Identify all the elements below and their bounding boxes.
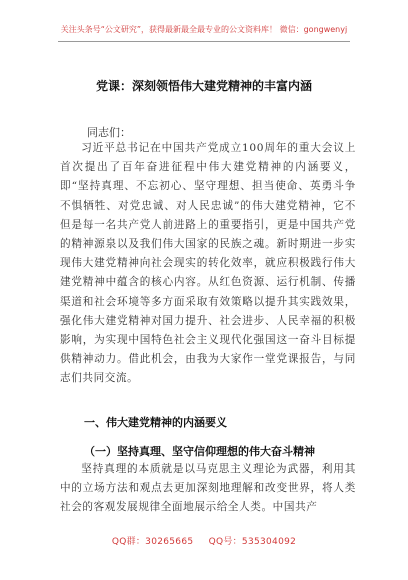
footer-qq-number: QQ号：535304092 xyxy=(208,537,297,547)
footer-qq-group: QQ群：30265665 xyxy=(111,537,194,547)
subsection-heading: （一）坚持真理、坚守信仰理想的伟大奋斗精神 xyxy=(84,445,315,458)
header-notice: 关注头条号“公文研究”，获得最新最全最专业的公文资料库！ 微信：gongwenyj xyxy=(60,25,348,34)
header-divider xyxy=(58,41,350,42)
body-paragraph-2: 坚持真理的本质就是以马克思主义理论为武器，利用其中的立场方法和观点去更加深刻地理解和改变世界，将人类社会的客观发展规律全面地展示给全人类。中国共产 xyxy=(60,463,356,514)
footer-contacts xyxy=(0,534,408,547)
section-heading: 一、伟大建党精神的内涵要义 xyxy=(84,416,227,429)
document-title: 党课：深刻领悟伟大建党精神的丰富内涵 xyxy=(95,79,312,93)
body-paragraph-1: 习近平总书记在中国共产党成立100周年的重大会议上首次提出了百年奋进征程中伟大建党精神的内涵要义，即“坚持真理、不忘初心、坚守理想、担当使命、英勇斗争不惧牺牲、对党忠诚、对人民忠诚”的伟大建党精神，它不但是每一名共产党人前进路上的重要指引，更是中国共产党的精神源泉以及我们伟大国家的民族之魂。新时期进一步实现伟大建党精神向社会现实的转化效率，就应积极践行伟大建党精神中蕴含的核心内容。从红色资源、运行机制、传播渠道和社会环境等多方面采取有效策略以提升其实践效果，强化伟大建党精神对国力提升、社会进步、人民幸福的积极影响，为实现中国特色社会主义现代化强国这一奋斗目标提供精神动力。借此机会，由我为大家作一堂党课报告，与同志们共同交流。 xyxy=(60,142,356,385)
salutation: 同志们： xyxy=(87,126,131,139)
